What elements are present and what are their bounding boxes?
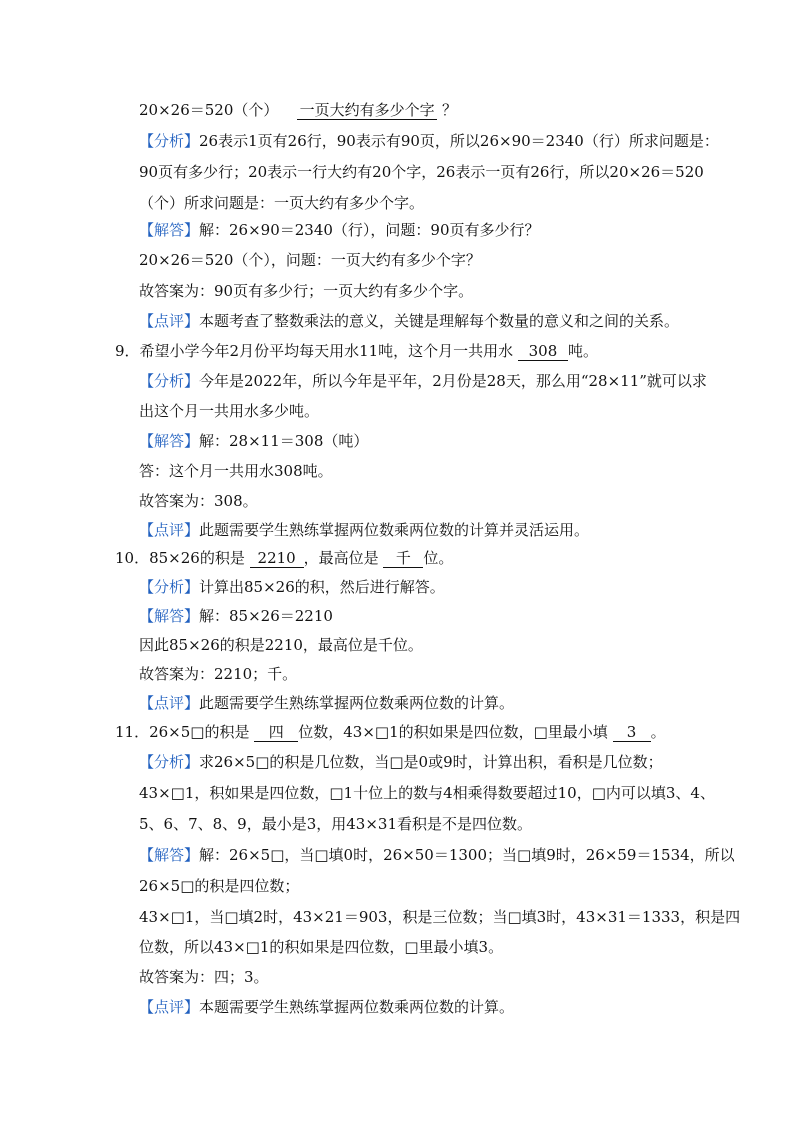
q9-comment-text: 此题需要学生熟练掌握两位数乘两位数的计算并灵活运用。: [199, 521, 590, 539]
q10-stem: [115, 548, 453, 568]
q8-answer-blank: 一页大约有多少个字: [297, 102, 437, 120]
q11-answer-line-5: 故答案为：四；3。: [139, 968, 269, 986]
q10-answer-line-1: [139, 606, 333, 626]
q10-stem-a: 85×26的积是: [149, 549, 245, 567]
q9-answer-blank: 308: [518, 343, 568, 361]
comment-tag: 【点评】: [139, 998, 200, 1016]
q11-stem-b: 位数，43×□1的积如果是四位数，□里最小填: [298, 723, 608, 741]
q8-answer-line-3: 故答案为：90页有多少行；一页大约有多少个字。: [139, 282, 474, 300]
q10-answer-blank-2: 千: [383, 550, 423, 568]
comment-tag: 【点评】: [139, 312, 200, 330]
q11-analysis-text-1: 求26×5□的积是几位数，当□是0或9时，计算出积，看积是几位数；: [199, 753, 663, 771]
q9-answer-line-1: [139, 431, 368, 451]
q9-stem-post: 吨。: [567, 342, 598, 360]
q10-stem-c: 位。: [423, 549, 454, 567]
q10-analysis-text-1: 计算出85×26的积，然后进行解答。: [199, 578, 445, 596]
q8-analysis-line-3: （个）所求问题是：一页大约有多少个字。: [139, 194, 425, 212]
q11-analysis-line-3: 5、6、7、8、9，最小是3，用43×31看积是不是四位数。: [139, 815, 533, 833]
analysis-tag: 【分析】: [139, 578, 200, 596]
q11-answer-line-1: [139, 845, 735, 865]
q9-number: 9．: [115, 342, 140, 360]
answer-tag: 【解答】: [139, 221, 200, 239]
q8-analysis-line-1: [139, 131, 719, 151]
q8-answer-line-2: 20×26＝520（个），问题：一页大约有多少个字？: [139, 251, 481, 269]
q9-stem: [115, 341, 598, 361]
q11-comment-line: [139, 997, 514, 1017]
q11-answer-text-1: 解：26×5□，当□填0时，26×50＝1300；当□填9时，26×59＝1534，所以: [199, 846, 735, 864]
q11-analysis-line-1: [139, 752, 663, 772]
q10-answer-blank-1: 2210: [250, 550, 304, 568]
q8-answer-line-1: [139, 220, 540, 240]
q10-answer-line-2: 因此85×26的积是2210，最高位是千位。: [139, 636, 423, 654]
q10-answer-line-3: 故答案为：2210；千。: [139, 665, 298, 683]
q11-answer-blank-2: 3: [613, 724, 651, 742]
q11-answer-line-4: 位数，所以43×□1的积如果是四位数，□里最小填3。: [139, 938, 504, 956]
answer-tag: 【解答】: [139, 432, 200, 450]
q8-answer-text-1: 解：26×90＝2340（行），问题：90页有多少行？: [199, 221, 540, 239]
q11-comment-text: 本题需要学生熟练掌握两位数乘两位数的计算。: [199, 998, 515, 1016]
q11-answer-blank-1: 四: [254, 724, 298, 742]
q9-answer-line-3: 故答案为：308。: [139, 492, 258, 510]
analysis-tag: 【分析】: [139, 753, 200, 771]
q10-comment-text: 此题需要学生熟练掌握两位数乘两位数的计算。: [199, 694, 515, 712]
answer-tag: 【解答】: [139, 607, 200, 625]
q11-answer-line-2: 26×5□的积是四位数；: [139, 877, 300, 895]
q9-comment-line: [139, 520, 589, 540]
q9-answer-line-2: 答：这个月一共用水308吨。: [139, 462, 333, 480]
q11-answer-line-3: 43×□1，当□填2时，43×21＝903，积是三位数；当□填3时，43×31＝1333，积是四: [139, 908, 741, 926]
answer-tag: 【解答】: [139, 846, 200, 864]
comment-tag: 【点评】: [139, 521, 200, 539]
q10-comment-line: [139, 693, 514, 713]
q9-analysis-line-1: [139, 371, 707, 391]
q10-number: 10．: [115, 549, 150, 567]
q10-answer-text-1: 解：85×26＝2210: [199, 607, 333, 625]
q8-line-tail: ？: [441, 101, 457, 119]
q8-comment-line: [139, 311, 679, 331]
q10-analysis-line-1: [139, 577, 445, 597]
q11-stem-a: 26×5□的积是: [149, 723, 250, 741]
analysis-tag: 【分析】: [139, 132, 200, 150]
q11-stem: [115, 722, 666, 742]
q8-analysis-text-1: 26表示1页有26行，90表示有90页，所以26×90＝2340（行）所求问题是：: [199, 132, 719, 150]
q11-analysis-line-2: 43×□1，积如果是四位数，□1十位上的数与4相乘得数要超过10，□内可以填3、4、: [139, 784, 715, 802]
q9-analysis-line-2: 出这个月一共用水多少吨。: [139, 402, 320, 420]
q9-answer-text-1: 解：28×11＝308（吨）: [199, 432, 369, 450]
comment-tag: 【点评】: [139, 694, 200, 712]
q8-line: [139, 100, 457, 120]
q10-stem-b: ，最高位是: [303, 549, 379, 567]
q11-stem-c: 。: [650, 723, 666, 741]
q8-comment-text: 本题考查了整数乘法的意义，关键是理解每个数量的意义和之间的关系。: [199, 312, 680, 330]
q11-number: 11．: [115, 723, 150, 741]
q9-stem-text: 希望小学今年2月份平均每天用水11吨，这个月一共用水: [139, 342, 514, 360]
analysis-tag: 【分析】: [139, 372, 200, 390]
q8-line-head: 20×26＝520（个）: [139, 101, 279, 119]
q8-analysis-line-2: 90页有多少行；20表示一行大约有20个字，26表示一页有26行，所以20×26＝520: [139, 163, 704, 181]
q9-analysis-text-1: 今年是2022年，所以今年是平年，2月份是28天，那么用“28×11”就可以求: [199, 372, 707, 390]
